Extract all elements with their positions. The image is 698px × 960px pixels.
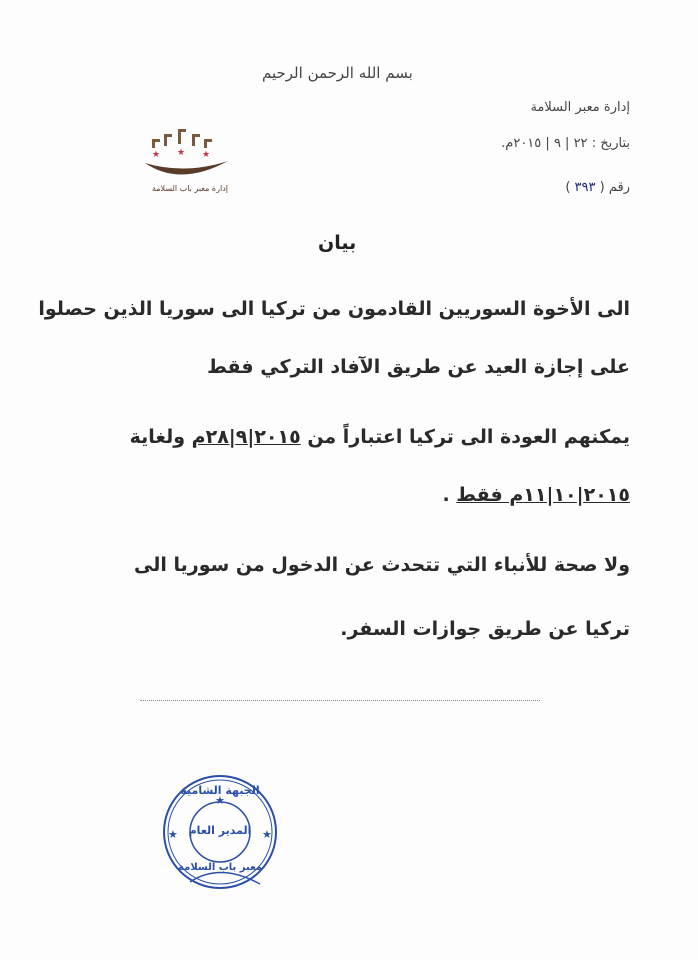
reference-number	[565, 180, 630, 195]
line3-text: يمكنهم العودة الى تركيا اعتباراً من	[307, 426, 630, 448]
number-value: ٣٩٣	[574, 180, 596, 195]
svg-text:★: ★	[177, 148, 186, 158]
body-line-3	[130, 426, 630, 448]
body-line-6: تركيا عن طريق جوازات السفر.	[340, 618, 630, 640]
svg-text:★: ★	[202, 150, 211, 160]
body-line-2: على إجازة العيد عن طريق الآفاد التركي فقط	[207, 356, 630, 378]
svg-text:★: ★	[262, 828, 272, 841]
body-line-1: الى الأخوة السوريين القادمون من تركيا الى سوريا الذين حصلوا	[38, 298, 630, 320]
date-line	[501, 136, 630, 151]
administration-name: إدارة معبر السلامة	[530, 100, 630, 115]
end-date: ٢٠١٥|١٠|١١م فقط	[456, 484, 630, 506]
svg-text:★: ★	[215, 794, 225, 807]
logo-book-icon	[145, 161, 228, 175]
stamp-bottom-text: معبر باب السلامة	[178, 862, 262, 873]
body-line-5: ولا صحة للأنباء التي تتحدث عن الدخول من سوريا الى	[134, 554, 630, 576]
logo-caption: إدارة معبر باب السلامة	[151, 184, 228, 193]
number-close: )	[565, 180, 571, 195]
number-label: رقم (	[599, 180, 630, 195]
line4-end: .	[442, 484, 457, 506]
official-stamp	[160, 772, 280, 892]
date-label: بتاريخ :	[591, 136, 630, 151]
stamp-center-text: المدير العام	[188, 824, 252, 837]
date-value: ٢٢ | ٩ | ٢٠١٥م.	[501, 136, 588, 151]
divider	[140, 700, 540, 701]
logo	[140, 125, 240, 195]
logo-emblem-icon	[140, 125, 240, 180]
line3-until: ولغاية	[129, 426, 186, 448]
stamp-top-text: الجبهة الشامية	[180, 784, 260, 797]
svg-text:★: ★	[168, 828, 178, 841]
body-line-4	[442, 484, 630, 506]
document-title: بيان	[318, 232, 357, 254]
basmala: بسم الله الرحمن الرحيم	[262, 64, 413, 82]
svg-text:★: ★	[152, 150, 161, 160]
start-date: ٢٠١٥|٩|٢٨م	[191, 426, 301, 448]
